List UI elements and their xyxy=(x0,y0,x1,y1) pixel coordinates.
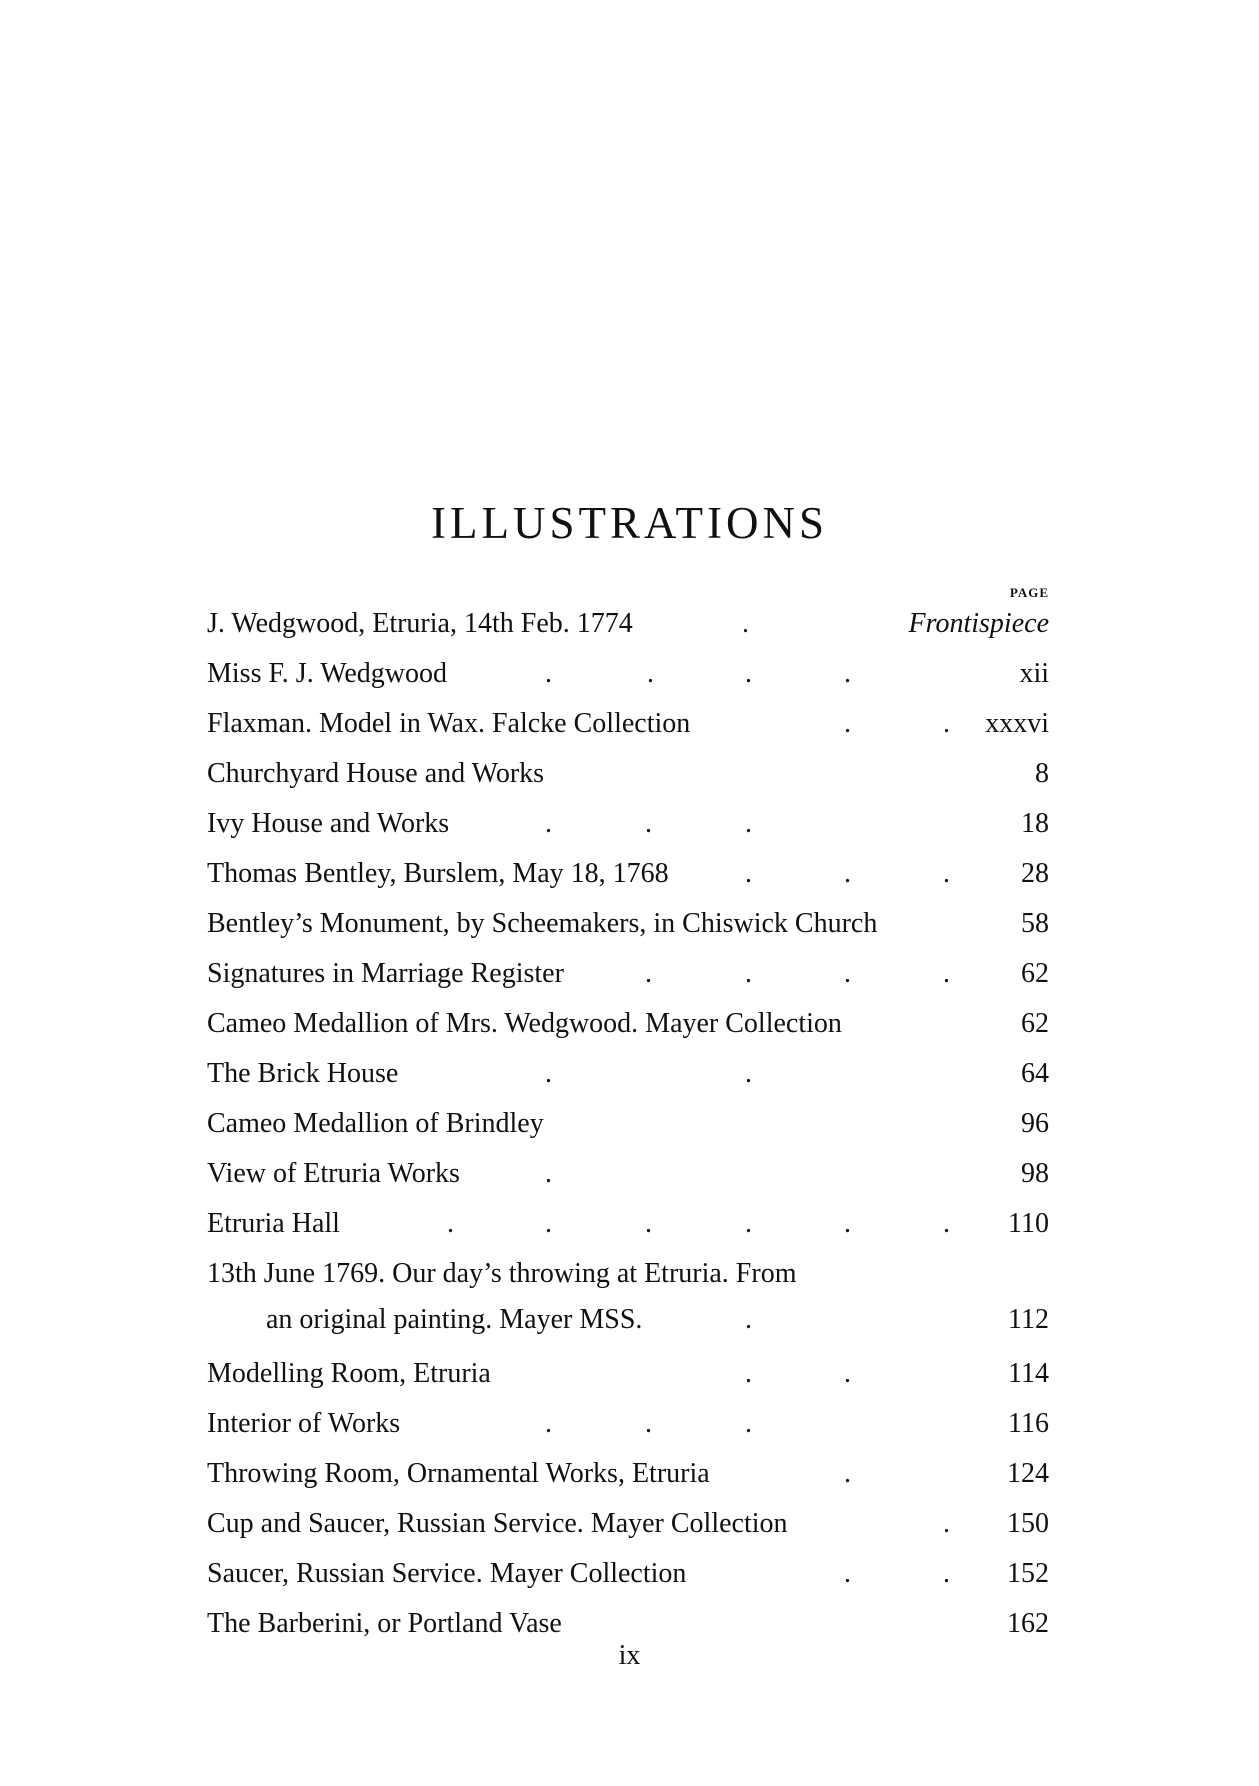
list-item xyxy=(207,854,1049,894)
entry-title: 13th June 1769. Our day’s throwing at Etruria. From xyxy=(207,1258,797,1289)
entry-page: 150 xyxy=(1007,1508,1049,1539)
leader-dots: . . xyxy=(844,1558,950,1589)
list-item xyxy=(207,804,1049,844)
entry-page: 116 xyxy=(1008,1408,1049,1439)
list-item xyxy=(207,1054,1049,1094)
entry-title: Ivy House and Works xyxy=(207,808,450,839)
leader-dots: . . xyxy=(545,1058,752,1089)
leader-dots: . xyxy=(943,1508,950,1539)
entry-title: Etruria Hall xyxy=(207,1208,340,1239)
entry-page: 18 xyxy=(1021,808,1049,839)
leader-dots: . xyxy=(742,608,749,639)
entry-title: Modelling Room, Etruria xyxy=(207,1358,491,1389)
leader-dots: . . . . . . xyxy=(447,1208,950,1239)
list-item xyxy=(207,1554,1049,1594)
list-item xyxy=(207,604,1049,644)
entry-page: 58 xyxy=(1021,908,1049,939)
entry-page: xii xyxy=(1019,658,1049,689)
entry-page: 112 xyxy=(1008,1304,1049,1335)
entry-title: J. Wedgwood, Etruria, 14th Feb. 1774 xyxy=(207,608,633,639)
entry-title: Thomas Bentley, Burslem, May 18, 1768 xyxy=(207,858,669,889)
page-title: ILLUSTRATIONS xyxy=(431,498,828,548)
entry-page: 96 xyxy=(1021,1108,1049,1139)
entry-page: 110 xyxy=(1008,1208,1049,1239)
leader-dots: . xyxy=(844,1458,851,1489)
leader-dots: . xyxy=(745,1304,752,1335)
entry-page: 114 xyxy=(1008,1358,1049,1389)
entry-title: Signatures in Marriage Register xyxy=(207,958,564,989)
entry-page: xxxvi xyxy=(985,708,1049,739)
list-item xyxy=(207,1454,1049,1494)
list-item xyxy=(207,1154,1049,1194)
entry-page: Frontispiece xyxy=(908,608,1049,639)
list-item xyxy=(207,1004,1049,1044)
leader-dots: . . . xyxy=(545,808,752,839)
entry-page: 8 xyxy=(1035,758,1049,789)
entry-title: Bentley’s Monument, by Scheemakers, in Chiswick Church xyxy=(207,908,878,939)
list-item xyxy=(207,954,1049,994)
entry-page: 28 xyxy=(1021,858,1049,889)
entry-title: Flaxman. Model in Wax. Falcke Collection xyxy=(207,708,691,739)
list-item xyxy=(207,1354,1049,1394)
leader-dots: . . . . xyxy=(645,958,950,989)
entry-page: 124 xyxy=(1007,1458,1049,1489)
list-item xyxy=(207,1404,1049,1444)
entry-page: 162 xyxy=(1007,1608,1049,1639)
entry-page: 62 xyxy=(1021,958,1049,989)
leader-dots: . xyxy=(545,1158,552,1189)
list-item xyxy=(207,704,1049,744)
entry-page: 62 xyxy=(1021,1008,1049,1039)
entry-title: View of Etruria Works xyxy=(207,1158,460,1189)
entry-title-continuation: an original painting. Mayer MSS. xyxy=(266,1304,643,1335)
list-item xyxy=(207,754,1049,794)
leader-dots: . . . . xyxy=(545,658,851,689)
entry-title: Throwing Room, Ornamental Works, Etruria xyxy=(207,1458,710,1489)
entry-title: Cup and Saucer, Russian Service. Mayer Collection xyxy=(207,1508,788,1539)
leader-dots: . . . xyxy=(545,1408,752,1439)
entry-title: Cameo Medallion of Brindley xyxy=(207,1108,544,1139)
leader-dots: . . xyxy=(844,708,950,739)
entry-title: Churchyard House and Works xyxy=(207,758,545,789)
list-item xyxy=(207,1204,1049,1244)
list-item xyxy=(207,1104,1049,1144)
page-number: ix xyxy=(618,1640,641,1671)
page-column-heading: PAGE xyxy=(1009,585,1049,600)
leader-dots: . . xyxy=(745,1358,851,1389)
entry-title: The Brick House xyxy=(207,1058,399,1089)
entry-title: Saucer, Russian Service. Mayer Collection xyxy=(207,1558,687,1589)
entry-page: 98 xyxy=(1021,1158,1049,1189)
list-item xyxy=(207,654,1049,694)
entry-title: Miss F. J. Wedgwood xyxy=(207,658,448,689)
list-item xyxy=(207,1504,1049,1544)
list-item xyxy=(207,1254,1049,1344)
entry-title: Interior of Works xyxy=(207,1408,401,1439)
list-item xyxy=(207,904,1049,944)
entry-page: 152 xyxy=(1007,1558,1049,1589)
entry-title: The Barberini, or Portland Vase xyxy=(207,1608,562,1639)
leader-dots: . . . xyxy=(745,858,950,889)
entry-page: 64 xyxy=(1021,1058,1049,1089)
entry-title: Cameo Medallion of Mrs. Wedgwood. Mayer Collection xyxy=(207,1008,842,1039)
